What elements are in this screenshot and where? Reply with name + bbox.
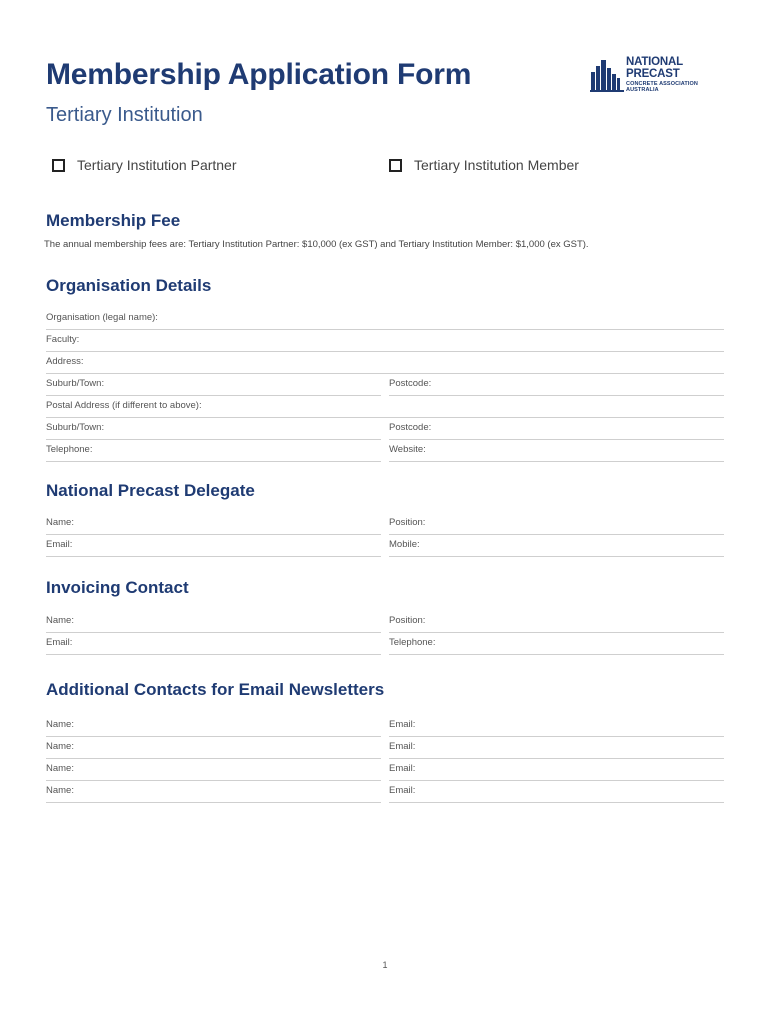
field-label: Name: [46,615,74,626]
invoicing-telephone-field[interactable] [389,633,724,655]
additional-email-input[interactable] [429,717,724,735]
field-label: Website: [389,444,426,455]
postcode-field[interactable] [389,374,724,396]
additional-email-field[interactable] [389,759,724,781]
address-field[interactable] [46,352,724,374]
telephone-field[interactable] [46,440,381,462]
postal-suburb-input[interactable] [121,420,381,438]
postal-postcode-input[interactable] [444,420,724,438]
field-label: Email: [389,785,416,796]
field-label: Address: [46,356,84,367]
delegate-email-input[interactable] [86,537,381,555]
field-label: Email: [46,637,73,648]
telephone-input[interactable] [106,442,381,460]
faculty-input[interactable] [91,332,724,350]
field-label: Email: [389,741,416,752]
organisation-legal-name-field[interactable] [46,308,724,330]
field-label: Name: [46,763,74,774]
website-field[interactable] [389,440,724,462]
additional-email-field[interactable] [389,737,724,759]
partner-checkbox[interactable] [52,159,65,172]
field-label: Email: [46,539,73,550]
additional-name-input[interactable] [86,783,381,801]
invoicing-email-input[interactable] [86,635,381,653]
field-label: Organisation (legal name): [46,312,158,323]
delegate-position-input[interactable] [439,515,724,533]
field-label: Suburb/Town: [46,422,105,433]
delegate-heading: National Precast Delegate [46,481,255,500]
organisation-legal-name-input[interactable] [176,310,724,328]
additional-email-input[interactable] [429,739,724,757]
field-label: Name: [46,517,74,528]
additional-contacts-heading: Additional Contacts for Email Newsletters [46,680,385,699]
precast-buildings-icon [590,58,624,92]
postal-postcode-field[interactable] [389,418,724,440]
faculty-field[interactable] [46,330,724,352]
field-label: Name: [46,741,74,752]
postal-suburb-field[interactable] [46,418,381,440]
additional-name-input[interactable] [86,739,381,757]
page-subtitle: Tertiary Institution [46,104,203,126]
invoicing-position-input[interactable] [439,613,724,631]
option-partner[interactable] [52,157,237,173]
delegate-mobile-field[interactable] [389,535,724,557]
field-label: Postal Address (if different to above): [46,400,202,411]
additional-email-field[interactable] [389,715,724,737]
option-member-label: Tertiary Institution Member [414,157,579,173]
additional-email-field[interactable] [389,781,724,803]
postal-address-input[interactable] [226,398,724,416]
national-precast-logo [590,58,725,92]
postcode-input[interactable] [444,376,724,394]
delegate-email-field[interactable] [46,535,381,557]
invoicing-telephone-input[interactable] [449,635,724,653]
option-partner-label: Tertiary Institution Partner [77,157,237,173]
invoicing-heading: Invoicing Contact [46,578,189,597]
field-label: Position: [389,615,426,626]
field-label: Postcode: [389,422,432,433]
additional-name-input[interactable] [86,717,381,735]
delegate-name-field[interactable] [46,513,381,535]
additional-name-field[interactable] [46,759,381,781]
logo-tagline: CONCRETE ASSOCIATION AUSTRALIA [626,81,698,93]
field-label: Position: [389,517,426,528]
invoicing-name-input[interactable] [86,613,381,631]
field-label: Name: [46,785,74,796]
field-label: Faculty: [46,334,80,345]
member-checkbox[interactable] [389,159,402,172]
field-label: Suburb/Town: [46,378,105,389]
page-title: Membership Application Form [46,58,472,91]
field-label: Name: [46,719,74,730]
invoicing-email-field[interactable] [46,633,381,655]
field-label: Email: [389,719,416,730]
field-label: Telephone: [46,444,93,455]
website-input[interactable] [439,442,724,460]
additional-name-field[interactable] [46,737,381,759]
field-label: Email: [389,763,416,774]
invoicing-position-field[interactable] [389,611,724,633]
additional-email-input[interactable] [429,761,724,779]
additional-email-input[interactable] [429,783,724,801]
page-number: 1 [382,960,388,970]
additional-name-field[interactable] [46,781,381,803]
delegate-mobile-input[interactable] [434,537,724,555]
suburb-input[interactable] [121,376,381,394]
delegate-position-field[interactable] [389,513,724,535]
membership-fee-text: The annual membership fees are: Tertiary Institution Partner: $10,000 (ex GST) and Tertiary Institution Member: $1,000 (ex GST). [44,239,589,250]
field-label: Postcode: [389,378,432,389]
membership-fee-heading: Membership Fee [46,211,181,230]
address-input[interactable] [96,354,724,372]
delegate-name-input[interactable] [86,515,381,533]
logo-name: NATIONAL PRECAST [626,56,683,80]
suburb-field[interactable] [46,374,381,396]
invoicing-name-field[interactable] [46,611,381,633]
additional-name-input[interactable] [86,761,381,779]
field-label: Telephone: [389,637,436,648]
organisation-details-heading: Organisation Details [46,276,212,295]
field-label: Mobile: [389,539,420,550]
additional-name-field[interactable] [46,715,381,737]
option-member[interactable] [389,157,579,173]
postal-address-field[interactable] [46,396,724,418]
